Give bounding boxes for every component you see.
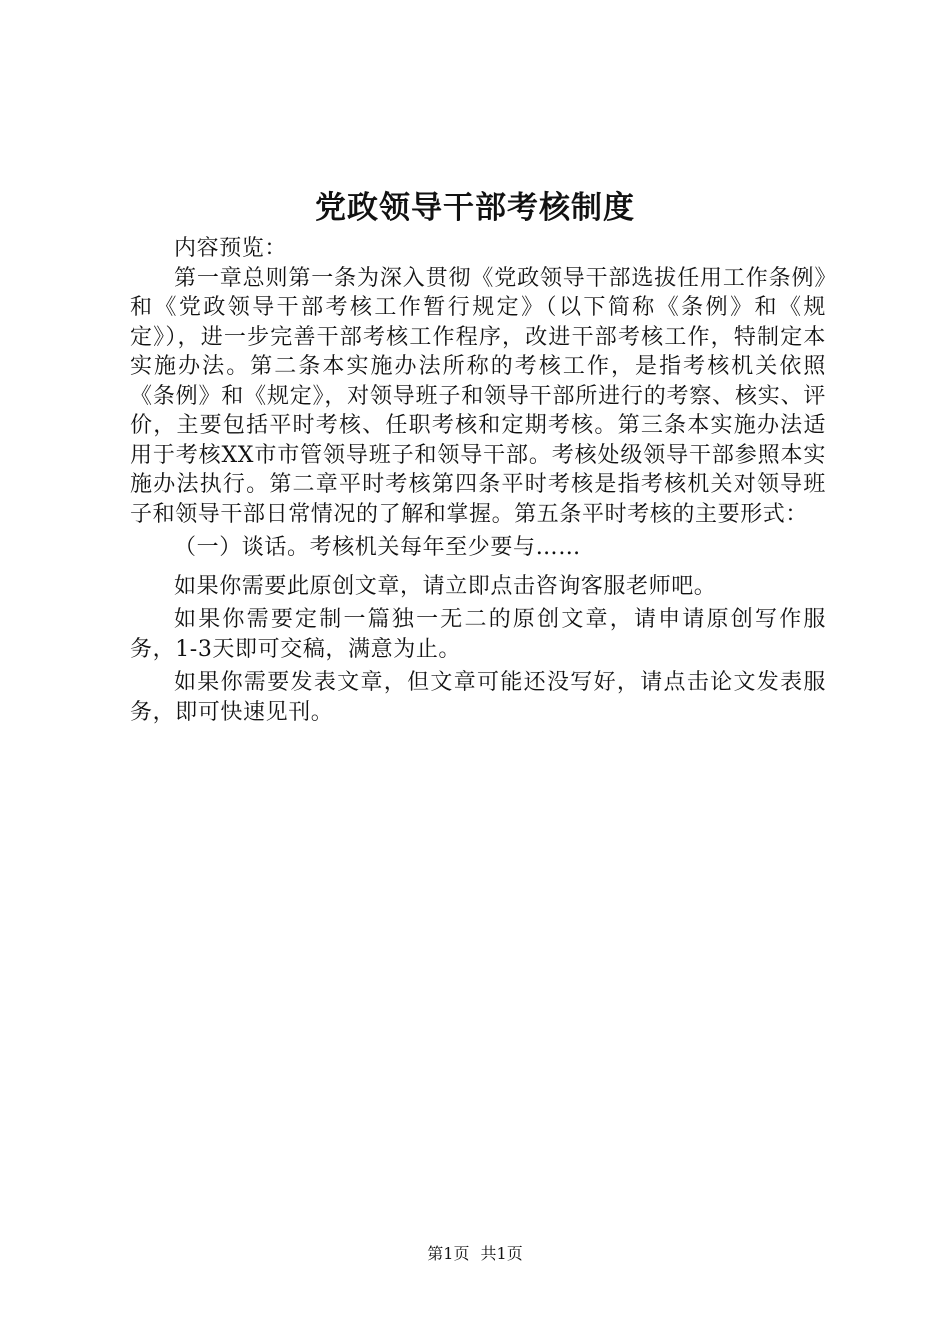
page-footer: [0, 1243, 950, 1265]
page-total: 共1页: [480, 1244, 523, 1263]
document-body: [130, 234, 826, 727]
paragraph-item: （一）谈话。考核机关每年至少要与……: [174, 535, 581, 560]
paragraph-main: 第一章总则第一条为深入贯彻《党政领导干部选拔任用工作条例》和《党政领导干部考核工作暂行规定》（以下简称《条例》和《规定》），进一步完善干部考核工作程序，改进干部考核工作，特制定本实施办法。第二条本实施办法所称的考核工作，是指考核机关依照《条例》和《规定》，对领导班子和领导干部所进行的考察、核实、评价，主要包括平时考核、任职考核和定期考核。第三条本实施办法适用于考核XX市市管领导班子和领导干部。考核处级领导干部参照本实施办法执行。第二章平时考核第四条平时考核是指考核机关对领导班子和领导干部日常情况的了解和掌握。第五条平时考核的主要形式：: [130, 265, 826, 527]
document-title: 党政领导干部考核制度: [315, 190, 635, 226]
preview-label: 内容预览：: [174, 236, 288, 261]
paragraph-contact: 如果你需要此原创文章，请立即点击咨询客服老师吧。: [174, 573, 717, 599]
paragraph-custom: 如果你需要定制一篇独一无二的原创文章，请申请原创写作服务，1-3天即可交稿，满意为止。: [130, 607, 826, 662]
paragraph-publish: 如果你需要发表文章，但文章可能还没写好，请点击论文发表服务，即可快速见刊。: [130, 670, 826, 725]
page-number: 第1页: [427, 1244, 470, 1263]
